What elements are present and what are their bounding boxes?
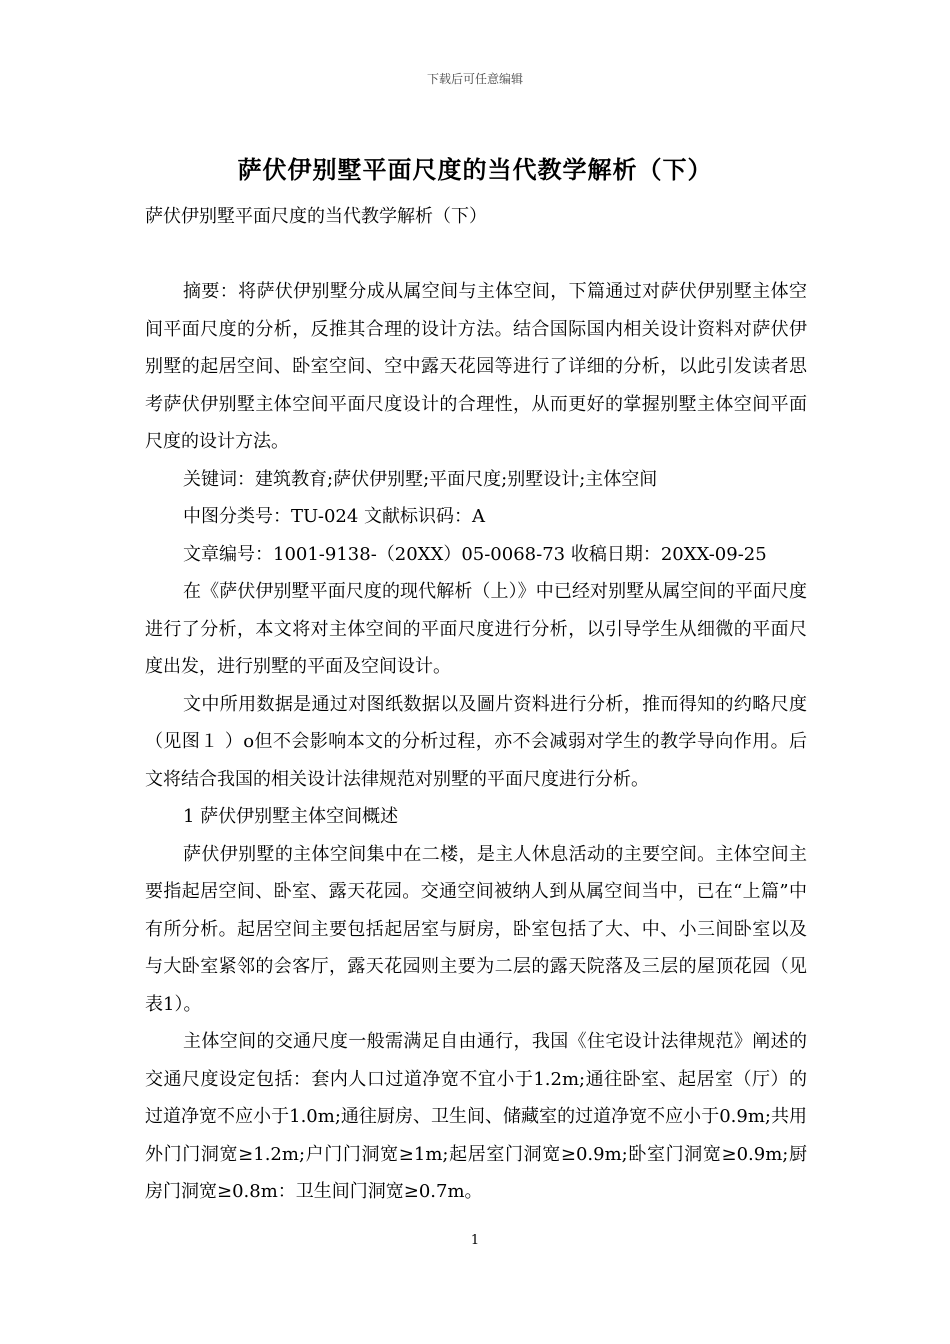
classification-line: 中图分类号：TU-024 文献标识码：A	[183, 506, 486, 527]
body-paragraph: 在《萨伏伊别墅平面尺度的现代解析（上）》中已经对别墅从属空间的平面尺度进行了分析，本文将对主体空间的平面尺度进行分析，以引导学生从细微的平面尺度出发，进行别墅的平面及空间设计。	[145, 581, 807, 677]
page-number: 1	[470, 1233, 480, 1248]
article-number-line: 文章编号：1001-9138-（20XX）05-0068-73 收稿日期：20XX-09-25	[183, 543, 767, 565]
section-heading: 1 萨伏伊别墅主体空间概述	[183, 806, 399, 827]
abstract-paragraph: 摘要：将萨伏伊别墅分成从属空间与主体空间，下篇通过对萨伏伊别墅主体空间平面尺度的分析，反推其合理的设计方法。结合国际国内相关设计资料对萨伏伊别墅的起居空间、卧室空间、空中露天花园等进行了详细的分析，以此引发读者思考萨伏伊别墅主体空间平面尺度设计的合理性，从而更好的掌握别墅主体空间平面尺度的设计方法。	[145, 281, 807, 452]
body-paragraph: 主体空间的交通尺度一般需满足自由通行，我国《住宅设计法律规范》阐述的交通尺度设定包括：套内人口过道净宽不宜小于1.2m;通往卧室、起居室（厅）的过道净宽不应小于1.0m;通往厨房、卫生间、储藏室的过道净宽不应小于0.9m;共用外门门洞宽≥1.2m;户门门洞宽≥1m;起居室门洞宽≥0.9m;卧室门洞宽≥0.9m;厨房门洞宽≥0.8m：卫生间门洞宽≥0.7m。	[145, 1031, 807, 1202]
keywords-line: 关键词：建筑教育;萨伏伊别墅;平面尺度;别墅设计;主体空间	[183, 468, 658, 490]
body-paragraph: 文中所用数据是通过对图纸数据以及圖片资料进行分析，推而得知的约略尺度（见图１ ）o但不会影响本文的分析过程，亦不会减弱对学生的教学导向作用。后文将结合我国的相关设计法律规范对别墅的平面尺度进行分析。	[145, 693, 807, 790]
document-title: 萨伏伊别墅平面尺度的当代教学解析（下）	[237, 155, 713, 184]
document-body	[145, 198, 807, 1211]
page-header: 下载后可任意编辑	[426, 72, 523, 86]
document-subtitle: 萨伏伊别墅平面尺度的当代教学解析（下）	[145, 206, 487, 227]
body-paragraph: 萨伏伊别墅的主体空间集中在二楼，是主人休息活动的主要空间。主体空间主要指起居空间、卧室、露天花园。交通空间被纳人到从属空间当中，已在“上篇”中有所分析。起居空间主要包括起居室与厨房，卧室包括了大、中、小三间卧室以及与大卧室紧邻的会客厅，露天花园则主要为二层的露天院落及三层的屋顶花园（见表1）。	[145, 843, 807, 1015]
